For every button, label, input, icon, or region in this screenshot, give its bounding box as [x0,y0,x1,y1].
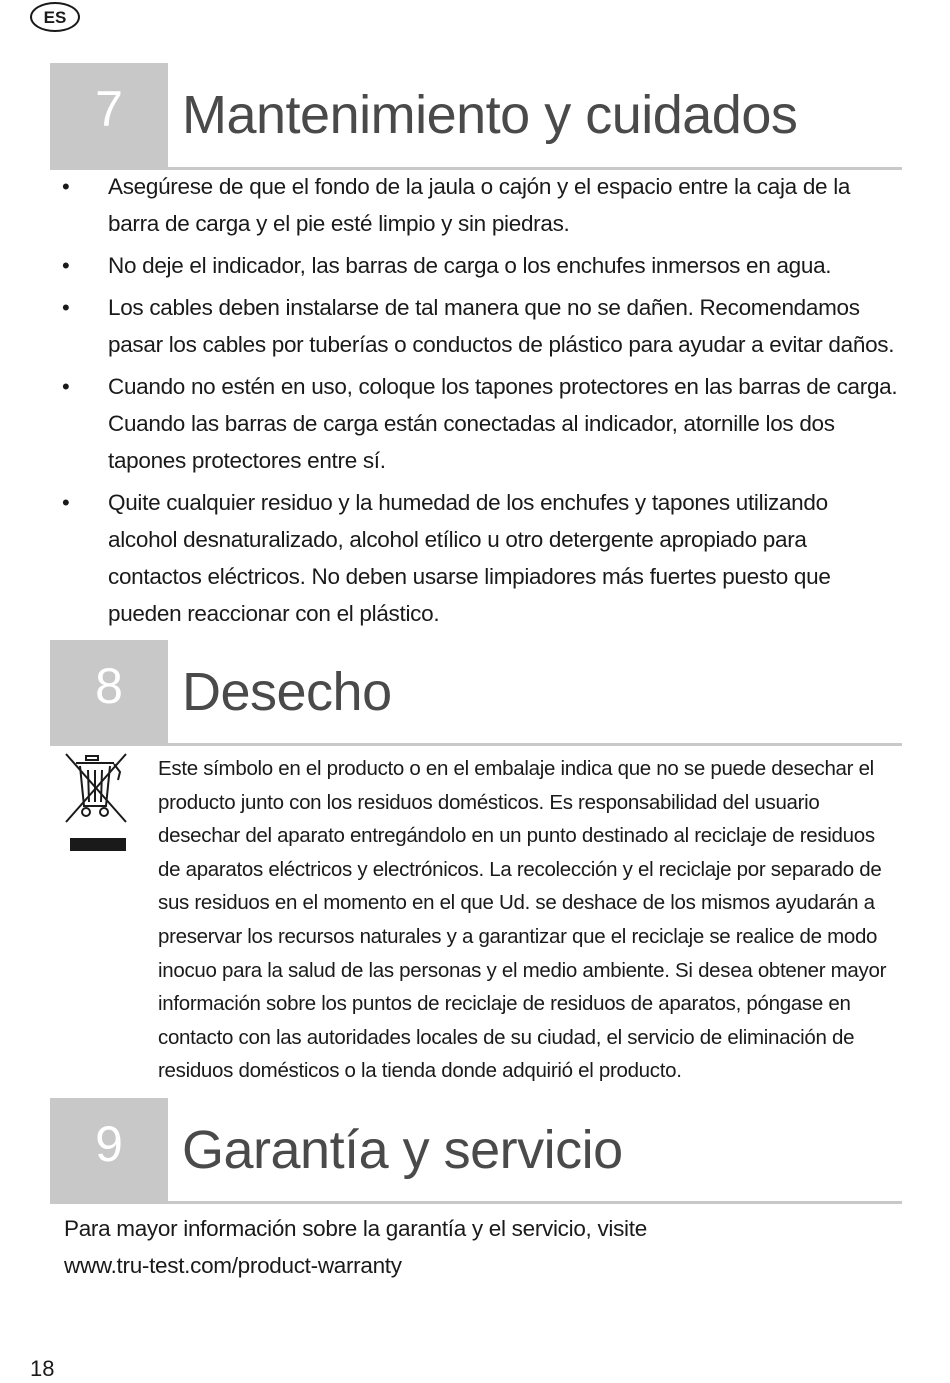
section-title: Desecho [182,662,392,722]
list-item: • No deje el indicador, las barras de carga o los enchufes inmersos en agua. [62,247,902,284]
warranty-info [64,1210,904,1284]
page-number: 18 [30,1356,55,1381]
maintenance-list [62,168,902,637]
bullet-icon: • [62,174,70,199]
bullet-icon: • [62,490,70,515]
list-item: • Asegúrese de que el fondo de la jaula o cajón y el espacio entre la caja de la barra de carga y el pie esté limpio y sin piedras. [62,168,902,242]
list-item: • Los cables deben instalarse de tal manera que no se dañen. Recomendamos pasar los cables por tuberías o conductos de plástico para ayudar a evitar daños. [62,289,902,363]
bullet-icon: • [62,374,70,399]
section-title: Garantía y servicio [182,1120,623,1180]
section-8-header [50,640,902,748]
weee-crossed-bin-icon [64,752,130,854]
bullet-icon: • [62,295,70,320]
section-title: Mantenimiento y cuidados [182,85,798,145]
list-item: • Quite cualquier residuo y la humedad de los enchufes y tapones utilizando alcohol desnaturalizado, alcohol etílico u otro detergente apropiado para contactos eléctricos. No deben usarse limpiadores más fuertes puesto que pueden reaccionar con el plástico. [62,484,902,632]
disposal-text: Este símbolo en el producto o en el embalaje indica que no se puede desechar el producto junto con los residuos domésticos. Es responsabilidad del usuario desechar del aparato entregándolo en un punto destinado al reciclaje de residuos de aparatos eléctricos y electrónicos. La recolección y el reciclaje por separado de sus residuos en el momento en el que Ud. se deshace de los mismos ayudarán a preservar los recursos naturales y a garantizar que el reciclaje se realice de modo inocuo para la salud de las personas y el medio ambiente. Si desea obtener mayor información sobre los puntos de reciclaje de residuos de aparatos, póngase en contacto con las autoridades locales de su ciudad, el servicio de eliminación de residuos domésticos o la tienda donde adquirió el producto. [158,757,887,1083]
section-divider [50,1201,902,1204]
warranty-link[interactable]: www.tru-test.com/product-warranty [64,1253,402,1278]
list-item: • Cuando no estén en uso, coloque los tapones protectores en las barras de carga. Cuando las barras de carga están conectadas al indicador, atornille los dos tapones protectores entre sí. [62,368,902,479]
section-9-header [50,1098,902,1206]
language-badge: ES [30,2,80,32]
section-number: 7 [50,63,168,168]
section-7-header [50,63,902,171]
bullet-icon: • [62,253,70,278]
section-number: 8 [50,640,168,745]
warranty-text: Para mayor información sobre la garantía y el servicio, visite [64,1216,647,1241]
section-number: 9 [50,1098,168,1202]
section-divider [50,743,902,746]
